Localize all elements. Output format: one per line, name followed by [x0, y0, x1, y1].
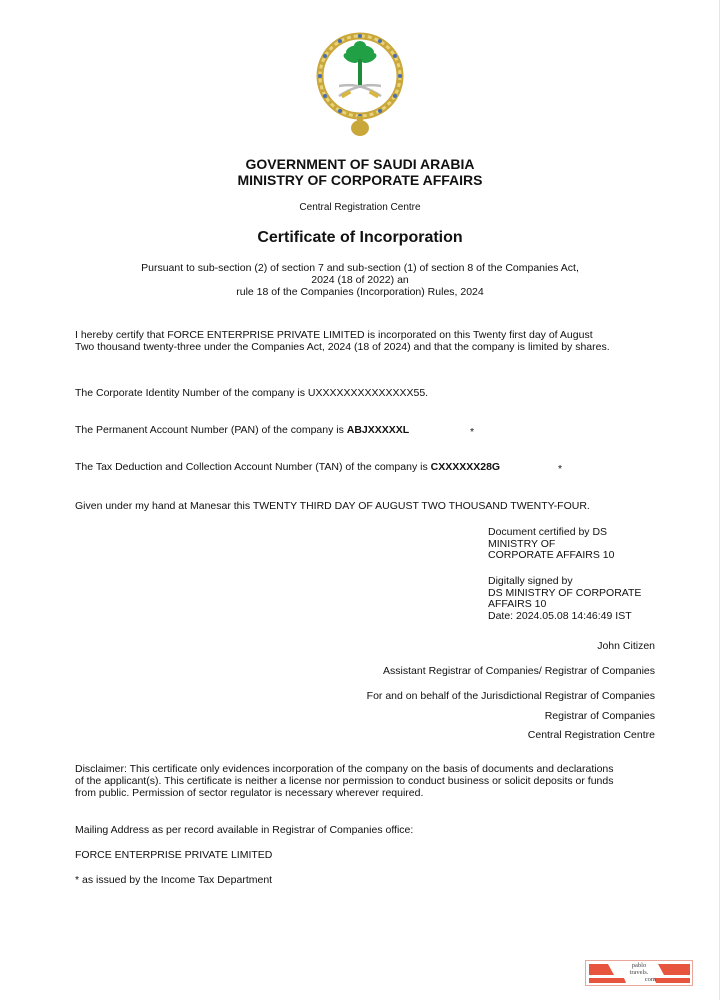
watermark-line-2: travels. [629, 969, 649, 976]
pan-label: The Permanent Account Number (PAN) of the company is [75, 424, 347, 436]
disclaimer-line-1: Disclaimer: This certificate only evidences incorporation of the company on the basis of documents and declarations [75, 763, 614, 775]
certified-line-2: MINISTRY OF [488, 537, 556, 550]
certify-line-2: Two thousand twenty-three under the Companies Act, 2024 (18 of 2024) and that the company is limited by shares. [75, 341, 610, 353]
pursuant-line-3: rule 18 of the Companies (Incorporation) Rules, 2024 [236, 286, 484, 298]
pan-value: ABJXXXXXL [346, 424, 410, 436]
signed-line-2: DS MINISTRY OF CORPORATE [488, 586, 642, 599]
pan-asterisk: * [470, 426, 475, 438]
tax-note: * as issued by the Income Tax Department [75, 874, 273, 886]
tan-statement [75, 461, 555, 473]
tan-label: The Tax Deduction and Collection Account Number (TAN) of the company is [75, 461, 431, 473]
watermark-line-3: com [644, 976, 656, 983]
certified-by-block [488, 527, 614, 562]
centre-label: Central Registration Centre [527, 729, 655, 741]
watermark-line-1: pablo [631, 962, 647, 969]
certified-line-3: CORPORATE AFFAIRS 10 [488, 549, 615, 561]
behalf-statement: For and on behalf of the Jurisdictional Registrar of Companies [366, 690, 655, 702]
signed-line-3: AFFAIRS 10 [488, 598, 547, 610]
cin-statement: The Corporate Identity Number of the company is UXXXXXXXXXXXXXX55. [75, 387, 429, 399]
signed-line-1: Digitally signed by [488, 575, 573, 587]
pursuant-line-1: Pursuant to sub-section (2) of section 7 and sub-section (1) of section 8 of the Companies Act, [141, 262, 579, 274]
certificate-title: Certificate of Incorporation [257, 229, 463, 246]
digital-signature-block [488, 576, 641, 622]
disclaimer-line-2: of the applicant(s). This certificate is neither a license nor permission to conduct business or solicit deposits or funds [75, 775, 614, 787]
pursuant-line-2: 2024 (18 of 2022) an [311, 274, 409, 286]
disclaimer-line-3: from public. Permission of sector regulator is necessary wherever required. [75, 787, 424, 799]
registrar-label: Registrar of Companies [544, 710, 655, 722]
pan-statement [75, 424, 495, 436]
certify-line-1: I hereby certify that FORCE ENTERPRISE PRIVATE LIMITED is incorporated on this Twenty first day of August [75, 329, 593, 341]
office-label: Central Registration Centre [299, 202, 421, 213]
signatory-role: Assistant Registrar of Companies/ Registrar of Companies [383, 665, 655, 677]
watermark-logo [585, 960, 693, 986]
tan-value: CXXXXXX28G [430, 461, 501, 473]
ministry-heading: MINISTRY OF CORPORATE AFFAIRS [237, 172, 483, 188]
saudi-emblem-icon [313, 28, 407, 140]
tan-asterisk: * [558, 463, 563, 475]
given-statement: Given under my hand at Manesar this TWENTY THIRD DAY OF AUGUST TWO THOUSAND TWENTY-FOUR. [75, 500, 590, 512]
mailing-address-label: Mailing Address as per record available in Registrar of Companies office: [75, 824, 414, 836]
mailing-company: FORCE ENTERPRISE PRIVATE LIMITED [75, 849, 273, 861]
signed-date: Date: 2024.05.08 14:46:49 IST [488, 609, 632, 622]
signatory-name: John Citizen [597, 640, 655, 652]
certified-line-1: Document certified by DS [488, 526, 608, 538]
government-heading: GOVERNMENT OF SAUDI ARABIA [245, 156, 475, 172]
